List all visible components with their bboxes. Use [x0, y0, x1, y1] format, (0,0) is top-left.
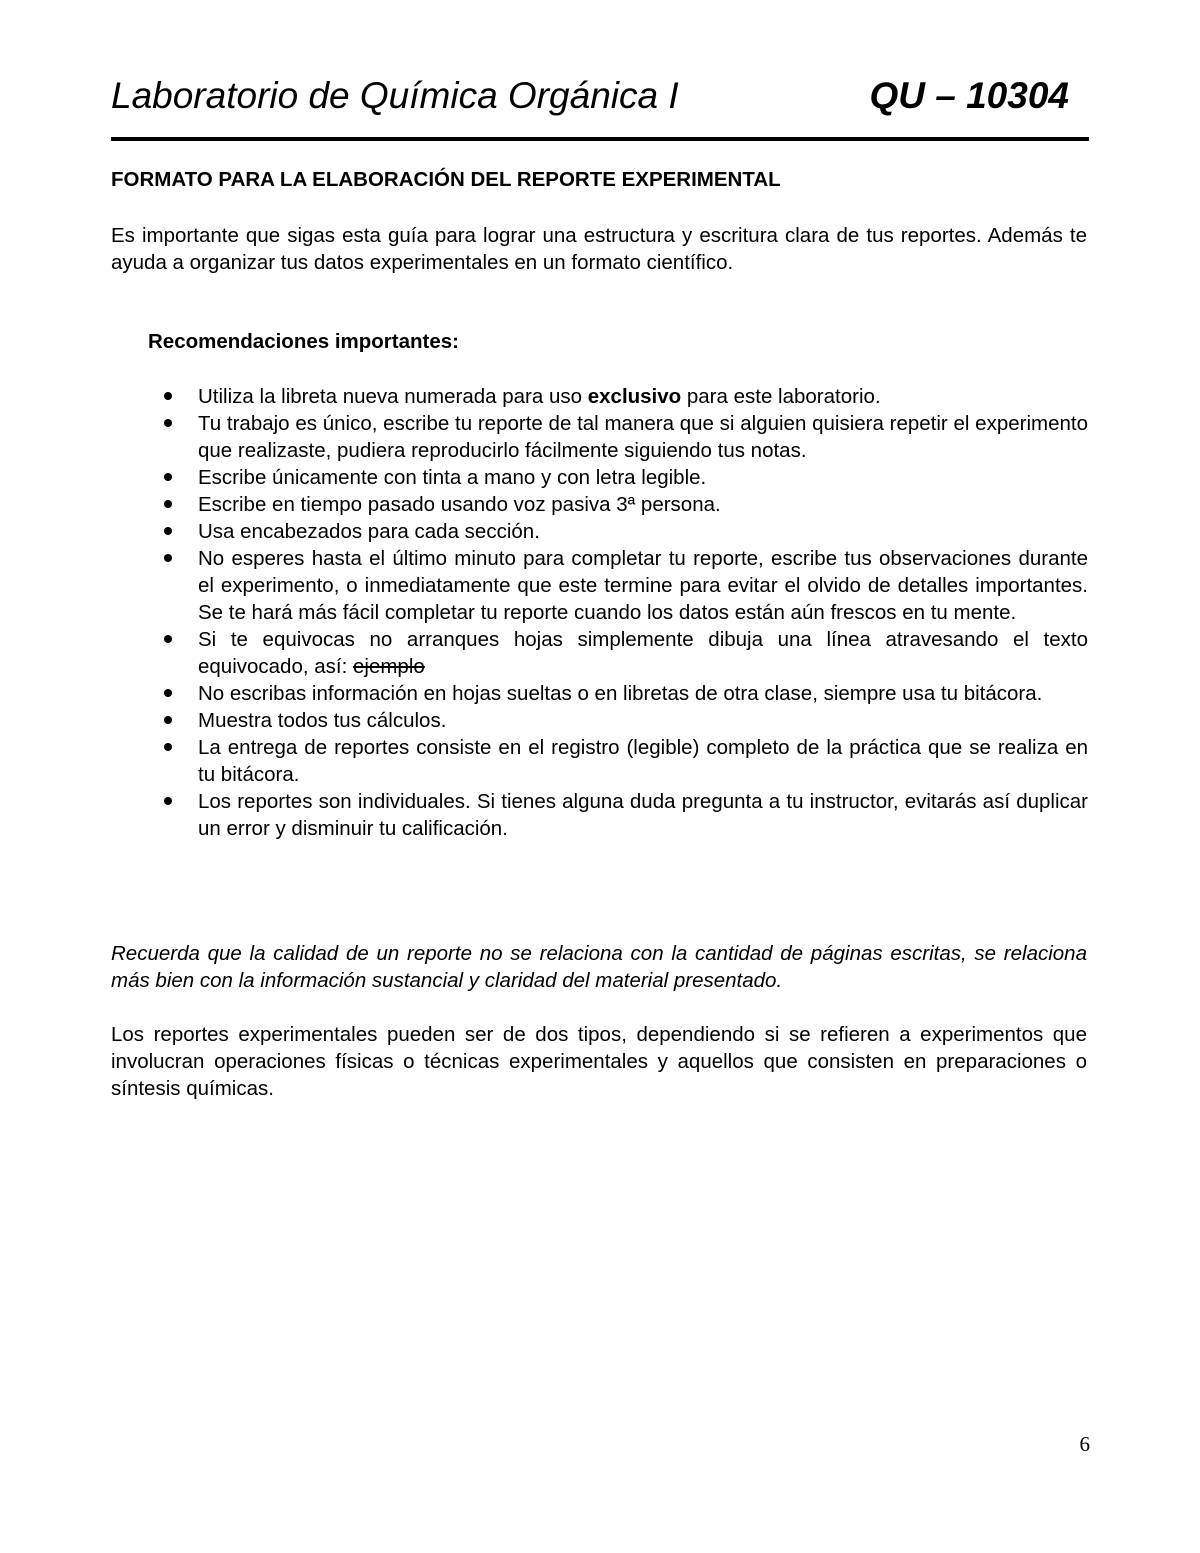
- item-text: Usa encabezados para cada sección.: [198, 520, 540, 543]
- bullet-icon: [164, 797, 172, 805]
- struck-example: ejemplo: [353, 655, 425, 678]
- list-item: [160, 788, 1088, 842]
- list-item: [160, 383, 1088, 410]
- course-code: QU – 10304: [869, 75, 1069, 116]
- item-emphasis: exclusivo: [587, 385, 682, 408]
- item-text: para este laboratorio.: [681, 385, 881, 408]
- item-text: Tu trabajo es único, escribe tu reporte de tal manera que si alguien quisiera repetir el experimento que realizaste, pudiera reproducirlo fácilmente siguiendo tus notas.: [198, 412, 1088, 462]
- header-divider: [111, 137, 1089, 141]
- item-text: Si te equivocas no arranques hojas simplemente dibuja una línea atravesando el texto equivocado, así:: [198, 628, 1088, 678]
- page-number: 6: [1079, 1432, 1090, 1456]
- bullet-icon: [164, 419, 172, 427]
- bullet-icon: [164, 689, 172, 697]
- list-item: [160, 410, 1088, 464]
- item-text: Utiliza la libreta nueva numerada para uso: [198, 385, 588, 408]
- bullet-icon: [164, 500, 172, 508]
- intro-paragraph: Es importante que sigas esta guía para lograr una estructura y escritura clara de tus reportes. Además te ayuda a organizar tus datos experimentales en un formato científico.: [111, 224, 1087, 274]
- list-item: [160, 680, 1088, 707]
- bullet-icon: [164, 743, 172, 751]
- item-text: No esperes hasta el último minuto para completar tu reporte, escribe tus observaciones durante el experimento, o inmediatamente que este termine para evitar el olvido de detalles importantes. Se te hará más fácil completar tu reporte cuando los datos están aún frescos en tu mente.: [198, 547, 1088, 624]
- list-item: [160, 707, 1088, 734]
- list-item: [160, 545, 1088, 626]
- recommendations-heading: Recomendaciones importantes:: [148, 330, 459, 353]
- item-text: No escribas información en hojas sueltas o en libretas de otra clase, siempre usa tu bitácora.: [198, 682, 1043, 705]
- header-title: Laboratorio de Química Orgánica I: [111, 75, 679, 116]
- reminder-note: Recuerda que la calidad de un reporte no se relaciona con la cantidad de páginas escritas, se relaciona más bien con la información sustancial y claridad del material presentado.: [111, 942, 1087, 992]
- item-text: Los reportes son individuales. Si tienes alguna duda pregunta a tu instructor, evitarás así duplicar un error y disminuir tu calificación.: [198, 790, 1088, 840]
- list-item: [160, 464, 1088, 491]
- bullet-icon: [164, 473, 172, 481]
- bullet-icon: [164, 554, 172, 562]
- bullet-icon: [164, 716, 172, 724]
- list-item: [160, 626, 1088, 680]
- item-text: La entrega de reportes consiste en el registro (legible) completo de la práctica que se realiza en tu bitácora.: [198, 736, 1088, 786]
- item-text: Muestra todos tus cálculos.: [198, 709, 447, 732]
- list-item: [160, 734, 1088, 788]
- recommendations-list: [160, 383, 1088, 842]
- bullet-icon: [164, 635, 172, 643]
- bullet-icon: [164, 527, 172, 535]
- list-item: [160, 518, 1088, 545]
- section-title: FORMATO PARA LA ELABORACIÓN DEL REPORTE EXPERIMENTAL: [111, 168, 781, 191]
- closing-paragraph: Los reportes experimentales pueden ser de dos tipos, dependiendo si se refieren a experimentos que involucran operaciones físicas o técnicas experimentales y aquellos que consisten en preparaciones o síntesis químicas.: [111, 1023, 1087, 1100]
- bullet-icon: [164, 392, 172, 400]
- item-text: Escribe únicamente con tinta a mano y con letra legible.: [198, 466, 707, 489]
- list-item: [160, 491, 1088, 518]
- item-text: Escribe en tiempo pasado usando voz pasiva 3ª persona.: [198, 493, 721, 516]
- page-header: [111, 74, 1089, 126]
